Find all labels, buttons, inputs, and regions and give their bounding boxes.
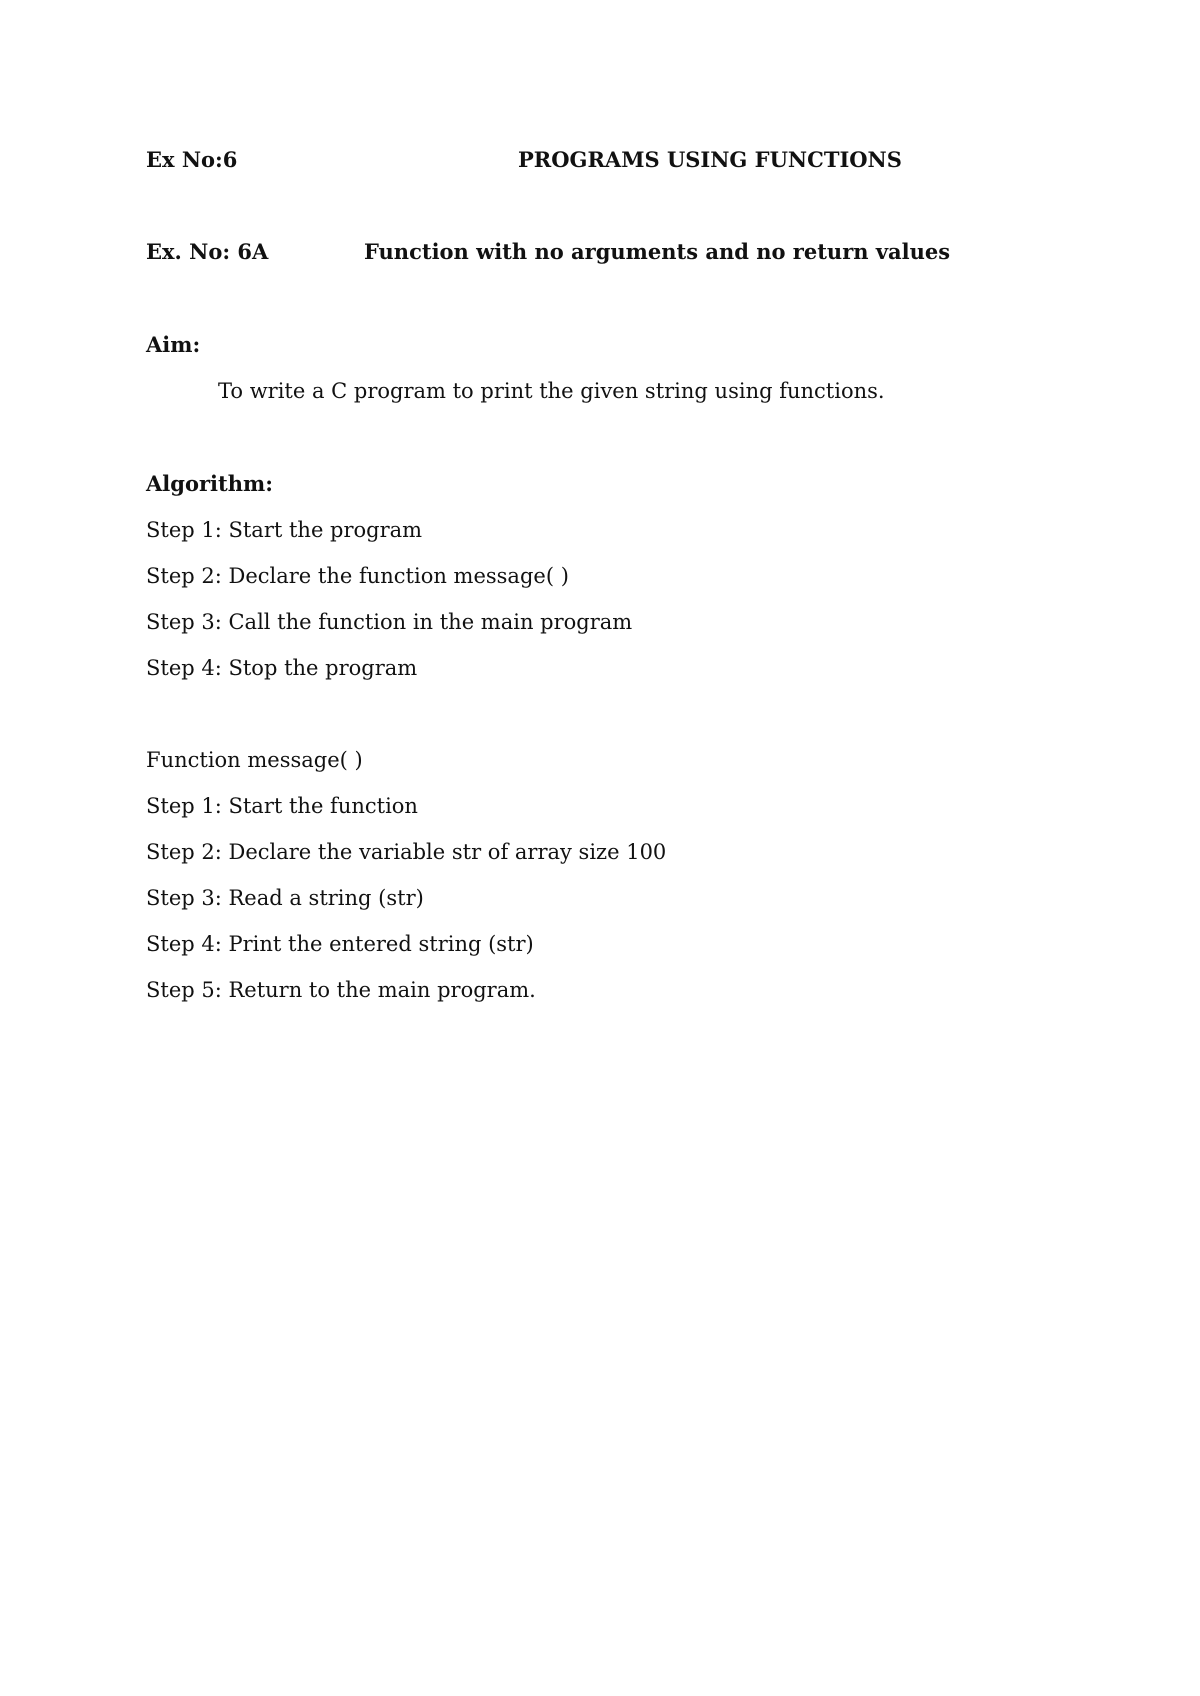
exercise-title: PROGRAMS USING FUNCTIONS <box>518 147 902 172</box>
algorithm-step: Step 2: Declare the function message( ) <box>146 564 569 588</box>
function-step: Step 3: Read a string (str) <box>146 886 424 910</box>
algorithm-step: Step 4: Stop the program <box>146 656 418 680</box>
algorithm-step: Step 1: Start the program <box>146 518 423 542</box>
aim-text: To write a C program to print the given string using functions. <box>218 379 885 403</box>
algorithm-steps <box>146 516 632 700</box>
function-message-heading: Function message( ) <box>146 748 363 772</box>
exercise-number: Ex No:6 <box>146 147 238 172</box>
function-step: Step 4: Print the entered string (str) <box>146 932 534 956</box>
sub-exercise-number: Ex. No: 6A <box>146 239 269 264</box>
function-message-steps <box>146 792 666 1022</box>
algorithm-heading: Algorithm: <box>146 471 273 496</box>
function-step: Step 5: Return to the main program. <box>146 978 536 1002</box>
sub-exercise-title: Function with no arguments and no return values <box>364 239 951 264</box>
algorithm-step: Step 3: Call the function in the main program <box>146 610 633 634</box>
aim-heading: Aim: <box>146 332 201 357</box>
function-step: Step 1: Start the function <box>146 794 418 818</box>
function-step: Step 2: Declare the variable str of array size 100 <box>146 840 667 864</box>
